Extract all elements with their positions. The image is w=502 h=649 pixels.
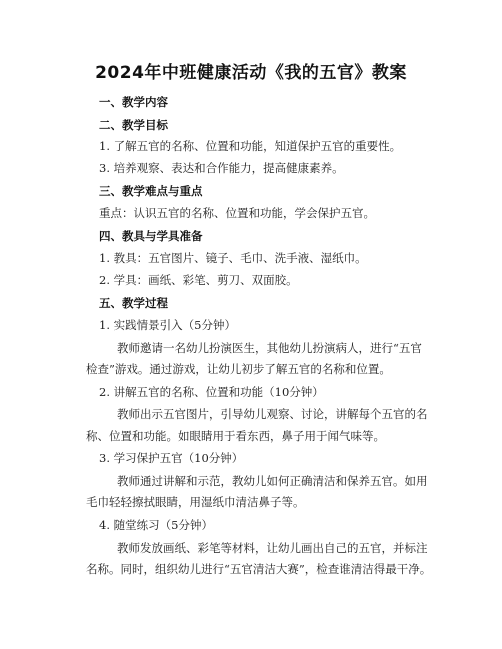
process-step-line: 毛巾轻轻擦拭眼睛，用湿纸巾清洁鼻子等。 xyxy=(86,495,305,509)
section-heading-materials: 四、教具与学具准备 xyxy=(99,229,203,243)
materials-item: 2. 学具：画纸、彩笔、剪刀、双面胶。 xyxy=(99,273,298,287)
process-step-line: 称、位置和功能。如眼睛用于看东西，鼻子用于闻气味等。 xyxy=(86,429,385,443)
key-points-text: 重点：认识五官的名称、位置和功能，学会保护五官。 xyxy=(99,206,375,220)
process-step-line: 名称。同时，组织幼儿进行“五官清洁大赛”，检查谁清洁得最干净。 xyxy=(86,562,432,576)
section-heading-content: 一、教学内容 xyxy=(99,95,168,109)
process-step-line: 教师邀请一名幼儿扮演医生，其他幼儿扮演病人，进行“五官 xyxy=(117,341,422,355)
section-heading-objectives: 二、教学目标 xyxy=(99,118,168,132)
section-heading-key-points: 三、教学难点与重点 xyxy=(99,184,203,198)
process-step-label: 3. 学习保护五官（10分钟） xyxy=(99,451,244,465)
objective-item: 3. 培养观察、表达和合作能力，提高健康素养。 xyxy=(99,161,344,175)
document-title: 2024年中班健康活动《我的五官》教案 xyxy=(95,63,407,83)
objective-item: 1. 了解五官的名称、位置和功能，知道保护五官的重要性。 xyxy=(99,139,402,153)
process-step-line: 教师出示五官图片，引导幼儿观察、讨论，讲解每个五官的名 xyxy=(117,407,428,421)
process-step-line: 教师发放画纸、彩笔等材料，让幼儿画出自己的五官，并标注 xyxy=(117,541,428,555)
process-step-line: 教师通过讲解和示范，教幼儿如何正确清洁和保养五官。如用 xyxy=(117,474,428,488)
process-step-label: 2. 讲解五官的名称、位置和功能（10分钟） xyxy=(99,385,324,399)
process-step-label: 1. 实践情景引入（5分钟） xyxy=(99,318,236,332)
section-heading-process: 五、教学过程 xyxy=(99,296,168,310)
process-step-label: 4. 随堂练习（5分钟） xyxy=(99,518,213,532)
process-step-line: 检查”游戏。通过游戏，让幼儿初步了解五官的名称和位置。 xyxy=(86,362,391,376)
materials-item: 1. 教具：五官图片、镜子、毛巾、洗手液、湿纸巾。 xyxy=(99,251,367,265)
